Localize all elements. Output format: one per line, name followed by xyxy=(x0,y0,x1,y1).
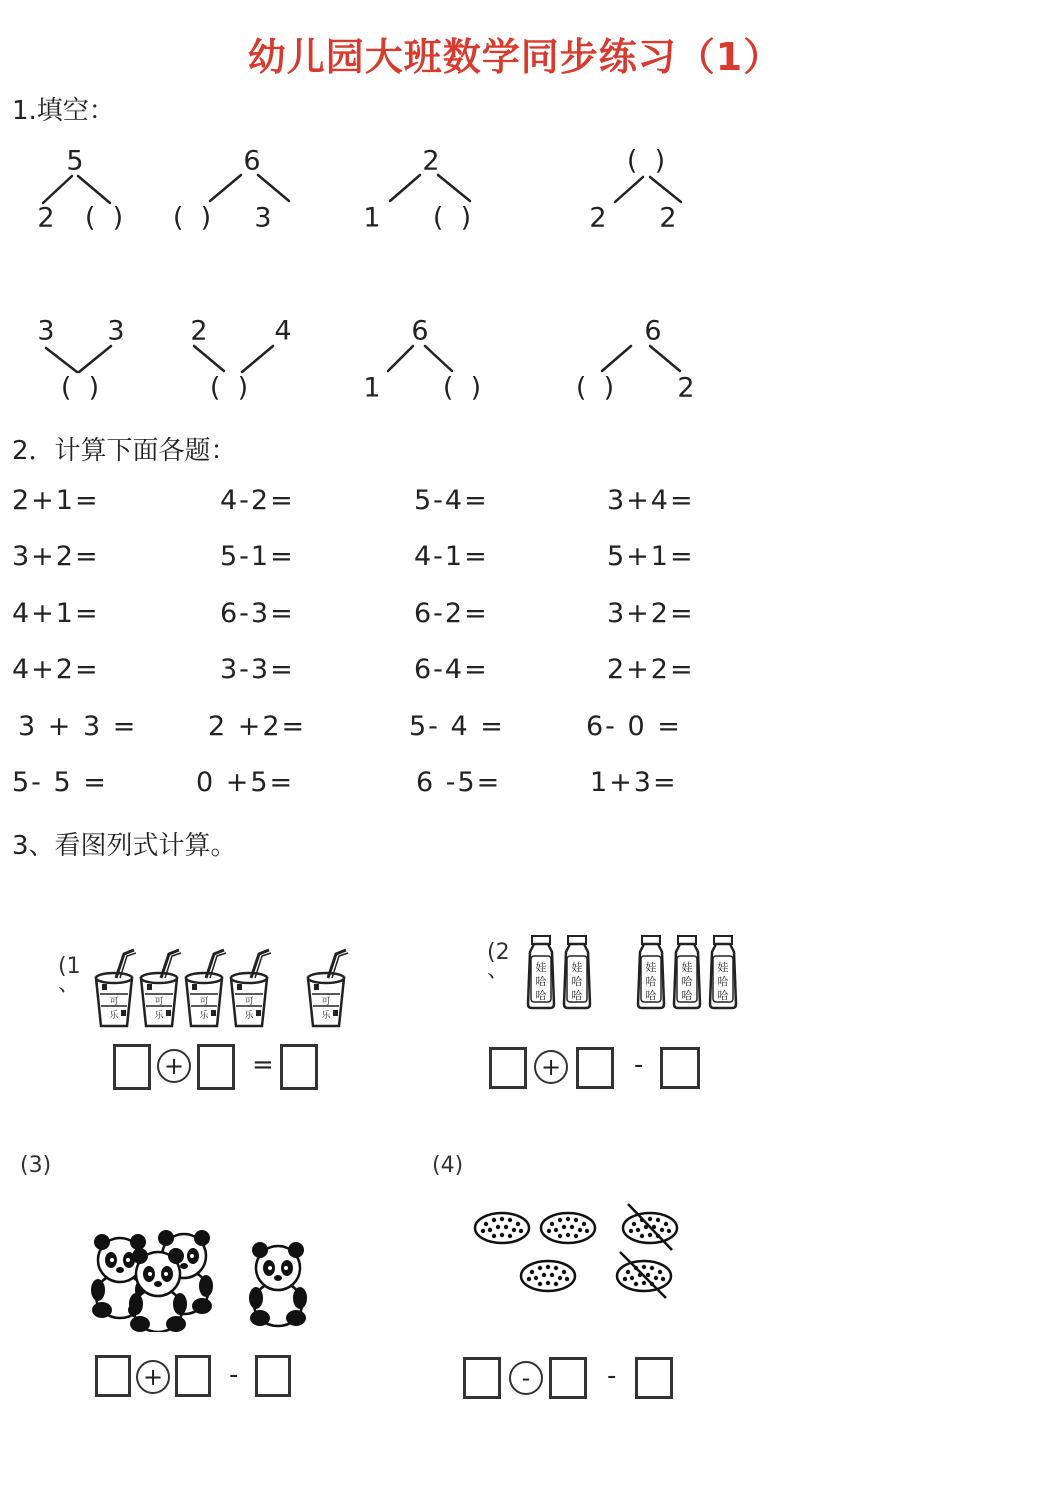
section-3-heading: 3、看图列式计算。 xyxy=(12,831,237,861)
problem-4-tag: (4) xyxy=(432,1153,464,1178)
problem-1-answer-box-3[interactable] xyxy=(280,1044,318,1090)
equation-5-2: 2 +2= xyxy=(208,711,307,742)
equation-3-1: 4+1= xyxy=(12,598,100,629)
equation-2-3: 4-1= xyxy=(414,541,489,572)
equation-1-4: 3+4= xyxy=(607,485,695,516)
equation-2-4: 5+1= xyxy=(607,541,695,572)
equation-5-4: 6- 0 = xyxy=(586,711,682,742)
problem-2-operator: + xyxy=(534,1050,568,1084)
pandas-picture xyxy=(88,1222,318,1332)
cup-icon xyxy=(308,950,348,1026)
problem-3-tag: (3) xyxy=(20,1153,52,1178)
problem-4-sign: - xyxy=(607,1361,617,1391)
problem-1-answer-box-1[interactable] xyxy=(113,1044,151,1090)
problem-1-tag: (1 、 xyxy=(58,954,81,997)
cup-icon xyxy=(186,950,226,1026)
bottle-icon xyxy=(638,936,664,1008)
equation-6-3: 6 -5= xyxy=(416,767,502,798)
problem-4-answer-box-1[interactable] xyxy=(463,1357,501,1399)
bond-8-left-blank[interactable]: ( ) xyxy=(575,372,615,404)
equation-4-2: 3-3= xyxy=(220,654,295,685)
cup-drinks-picture xyxy=(92,944,362,1030)
equation-3-4: 3+2= xyxy=(607,598,695,629)
section-2-heading: 2．计算下面各题： xyxy=(12,436,237,466)
equation-1-2: 4-2= xyxy=(220,485,295,516)
problem-3-sign: - xyxy=(229,1360,239,1390)
page-title: 幼儿园大班数学同步练习（1） xyxy=(247,35,783,79)
problem-1-equals-sign: = xyxy=(252,1050,274,1080)
problem-4-answer-box-3[interactable] xyxy=(635,1357,673,1399)
cup-icon xyxy=(231,950,271,1026)
equation-4-1: 4+2= xyxy=(12,654,100,685)
equation-1-1: 2+1= xyxy=(12,485,100,516)
cookie-icon xyxy=(521,1261,575,1291)
cup-icon xyxy=(141,950,181,1026)
equation-3-2: 6-3= xyxy=(220,598,295,629)
bond-1-top: 5 xyxy=(66,145,84,177)
bond-3-top: 2 xyxy=(422,145,440,177)
equation-6-4: 1+3= xyxy=(590,767,678,798)
bond-2-left-blank[interactable]: ( ) xyxy=(172,202,212,234)
bond-4-top-blank[interactable]: ( ) xyxy=(626,145,666,177)
bond-7-top: 6 xyxy=(411,315,429,347)
bond-4-right: 2 xyxy=(659,202,677,234)
bond-5-bottom-blank[interactable]: ( ) xyxy=(60,372,100,404)
bond-8-right: 2 xyxy=(677,372,695,404)
bond-1-right-blank[interactable]: ( ) xyxy=(84,202,124,234)
problem-4-operator: - xyxy=(509,1361,543,1395)
problem-2-answer-box-3[interactable] xyxy=(660,1047,700,1089)
bond-6-right: 4 xyxy=(274,315,292,347)
problem-3-answer-box-1[interactable] xyxy=(95,1355,131,1397)
bottle-icon xyxy=(528,936,554,1008)
problem-2-answer-box-2[interactable] xyxy=(576,1047,614,1089)
problem-3-operator: + xyxy=(136,1360,170,1394)
problem-2-answer-box-1[interactable] xyxy=(489,1047,527,1089)
bond-1-left: 2 xyxy=(37,202,55,234)
bond-2-top: 6 xyxy=(243,145,261,177)
problem-1-operator: + xyxy=(157,1049,191,1083)
equation-5-3: 5- 4 = xyxy=(409,711,505,742)
bond-7-left: 1 xyxy=(363,372,381,404)
cup-icon xyxy=(96,950,136,1026)
equation-6-1: 5- 5 = xyxy=(12,767,108,798)
problem-3-answer-box-2[interactable] xyxy=(175,1355,211,1397)
equation-6-2: 0 +5= xyxy=(196,767,295,798)
bottle-icon xyxy=(674,936,700,1008)
problem-2-sign: - xyxy=(634,1050,644,1080)
equation-4-4: 2+2= xyxy=(607,654,695,685)
cookie-icon xyxy=(475,1213,529,1243)
bond-3-left: 1 xyxy=(363,202,381,234)
bond-5-left: 3 xyxy=(37,315,55,347)
equation-2-2: 5-1= xyxy=(220,541,295,572)
bond-6-bottom-blank[interactable]: ( ) xyxy=(209,372,249,404)
equation-1-3: 5-4= xyxy=(414,485,489,516)
equation-5-1: 3 + 3 = xyxy=(18,711,138,742)
bond-7-right-blank[interactable]: ( ) xyxy=(442,372,482,404)
panda-icon xyxy=(249,1242,307,1326)
bottle-icon xyxy=(564,936,590,1008)
bond-5-right: 3 xyxy=(107,315,125,347)
problem-4-answer-box-2[interactable] xyxy=(549,1357,587,1399)
equation-2-1: 3+2= xyxy=(12,541,100,572)
problem-2-tag: (2 、 xyxy=(487,940,510,983)
cookies-picture xyxy=(470,1200,690,1310)
bond-2-right: 3 xyxy=(254,202,272,234)
equation-3-3: 6-2= xyxy=(414,598,489,629)
bond-4-left: 2 xyxy=(589,202,607,234)
bond-6-left: 2 xyxy=(190,315,208,347)
bottle-icon xyxy=(710,936,736,1008)
problem-1-answer-box-2[interactable] xyxy=(197,1044,235,1090)
cookie-icon xyxy=(541,1213,595,1243)
equation-4-3: 6-4= xyxy=(414,654,489,685)
bond-8-top: 6 xyxy=(644,315,662,347)
milk-bottles-picture xyxy=(522,932,752,1010)
bond-3-right-blank[interactable]: ( ) xyxy=(432,202,472,234)
problem-3-answer-box-3[interactable] xyxy=(255,1355,291,1397)
section-1-heading: 1.填空： xyxy=(12,96,115,126)
